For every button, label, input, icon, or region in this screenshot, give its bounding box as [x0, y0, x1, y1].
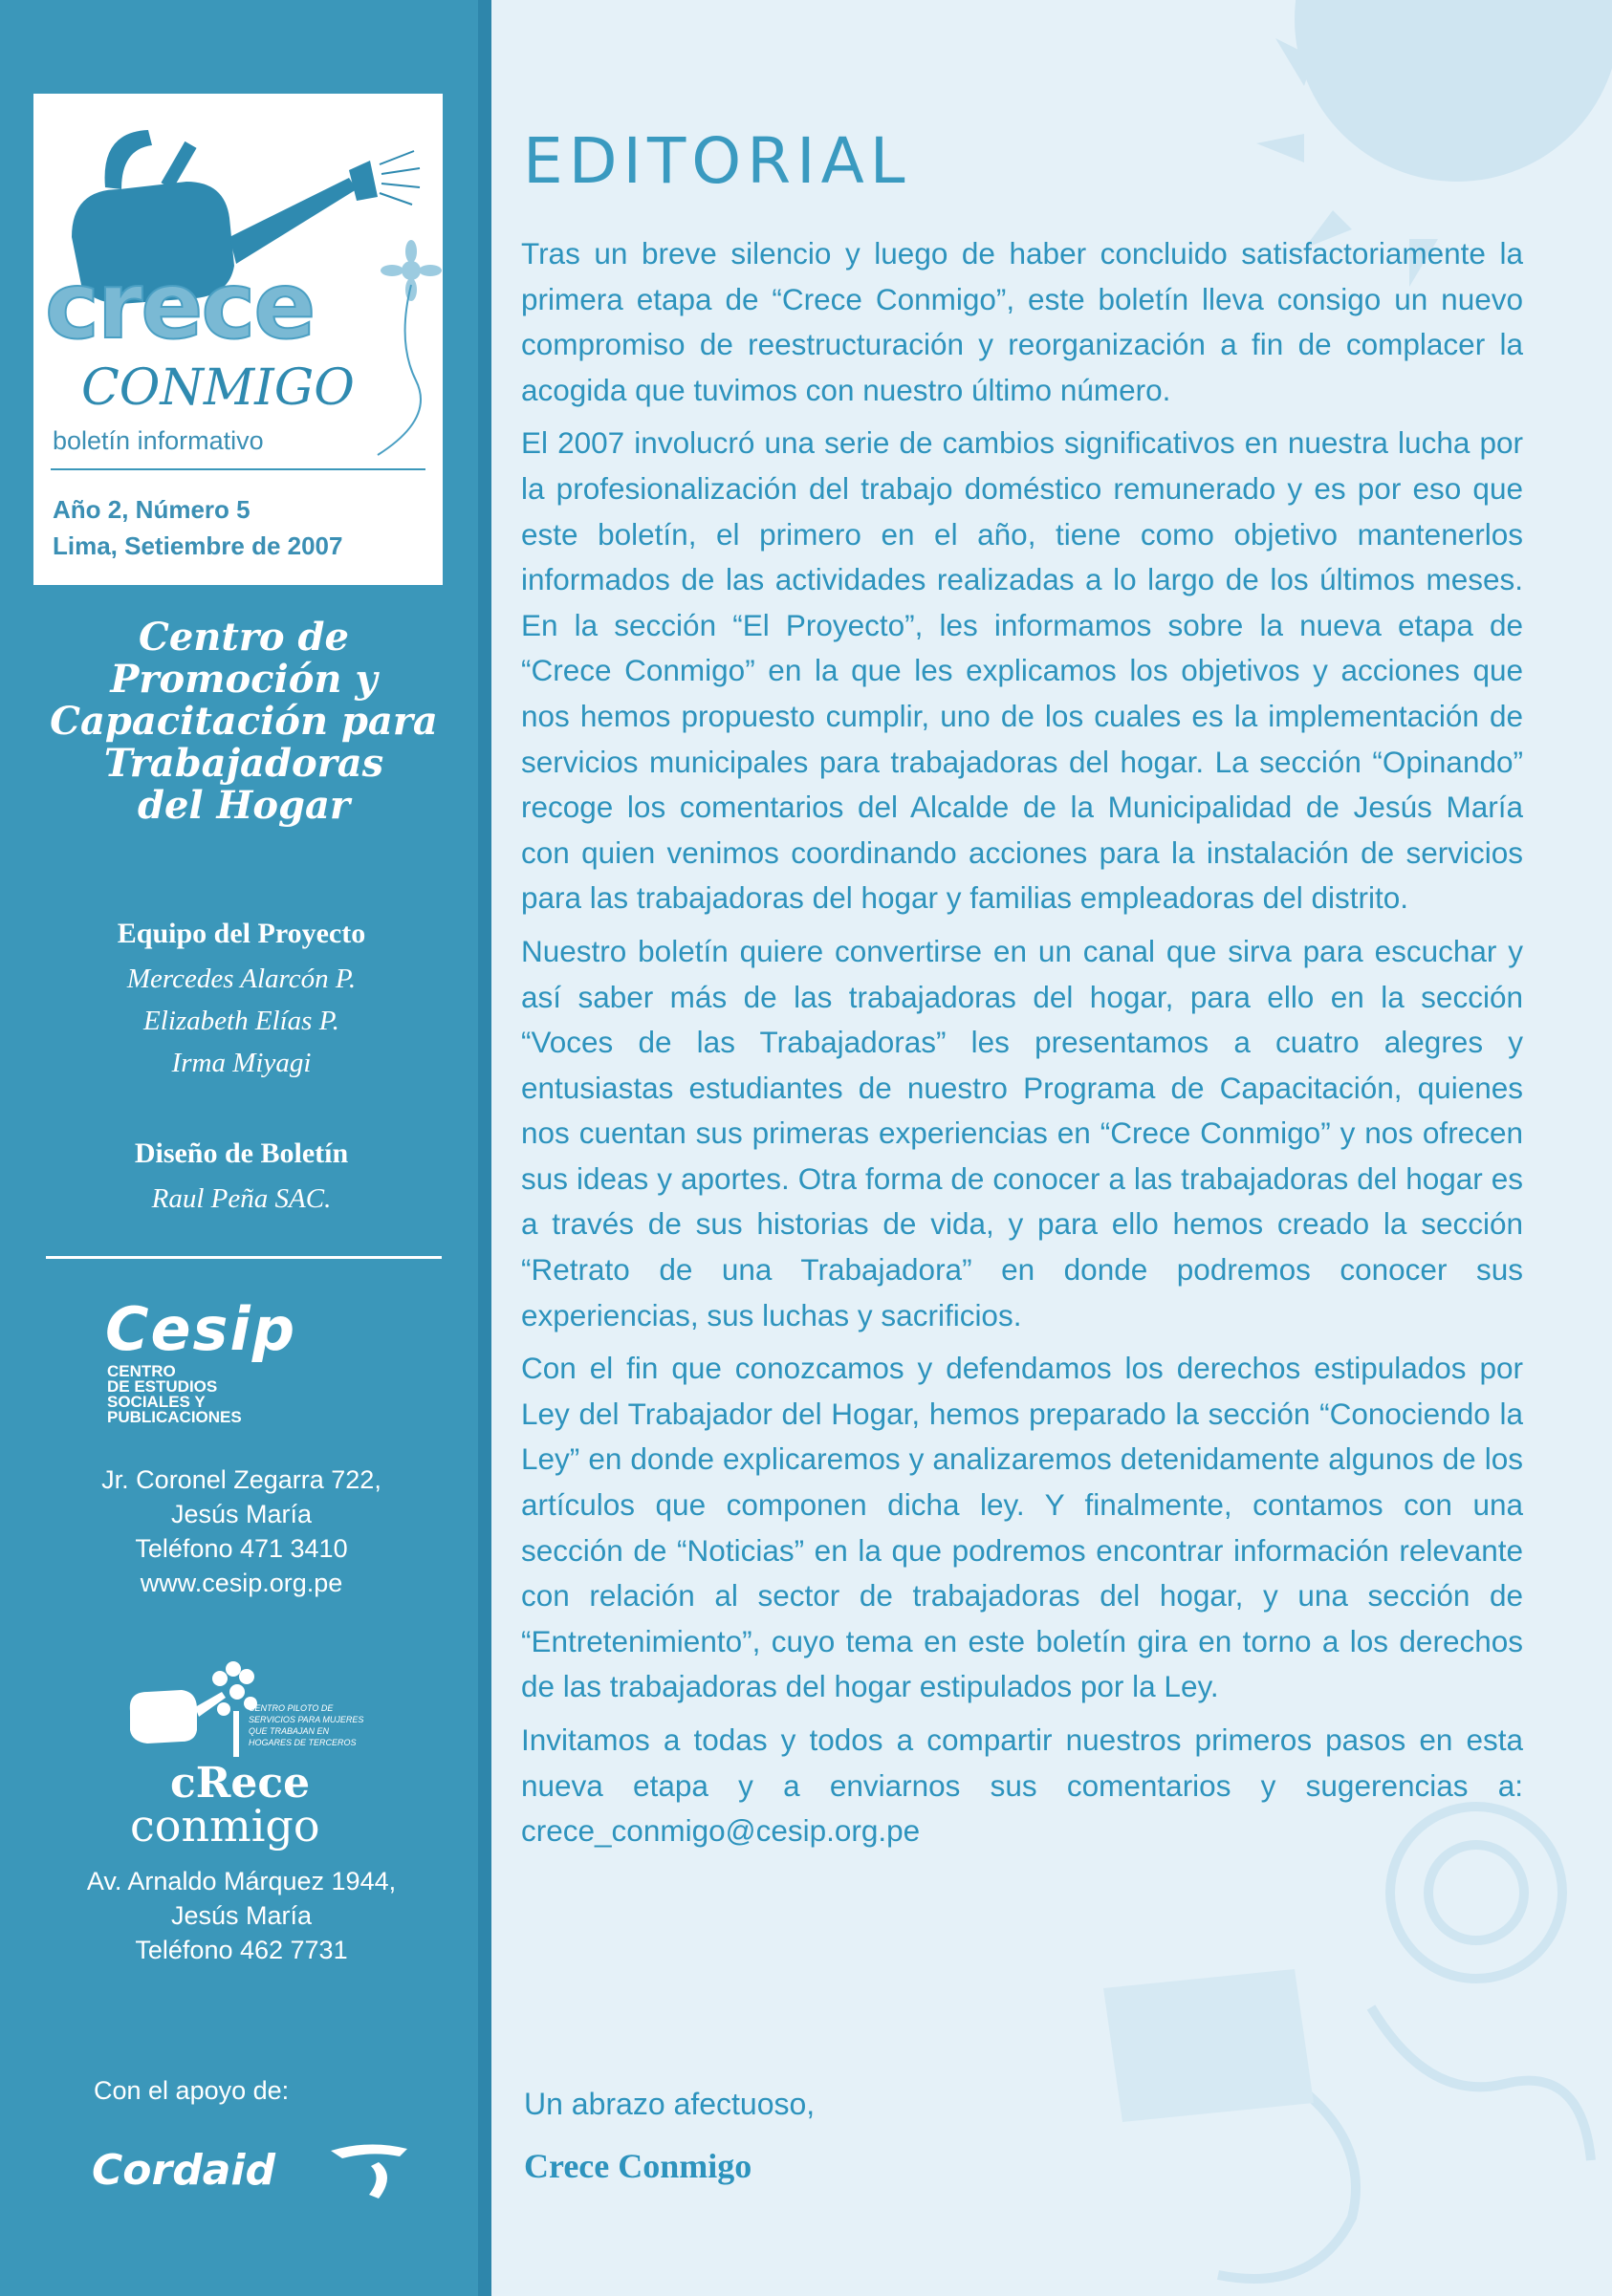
- org-line: Trabajadoras: [103, 741, 384, 786]
- watering-can-logo: [33, 94, 443, 466]
- designer-name: Raul Peña SAC.: [151, 1183, 332, 1214]
- team-member: Mercedes Alarcón P.: [126, 964, 357, 994]
- org-line: Centro de: [139, 615, 349, 660]
- cesip-address-line: Jesús María: [170, 1500, 313, 1528]
- issue-date: Lima, Setiembre de 2007: [53, 531, 343, 560]
- editorial-paragraph: El 2007 involucró una serie de cambios significativos en nuestra lucha por la profesionalización del trabajo doméstico remunerado y es por eso que este boletín, el primero en el año, tiene como objetivo mantenerlos informados de las actividades realizadas a lo largo de los últimos meses. En la sección “El Proyecto”, les informamos sobre la nueva etapa de “Crece Conmigo” en la que les explicamos los objetivos y acciones que nos hemos propuesto cumplir, uno de los cuales es la implementación de servicios municipales para trabajadoras del hogar. La sección “Opinando” recoge los comentarios del Alcalde de la Municipalidad de Jesús María con quien venimos coordinando acciones para la instalación de servicios para las trabajadoras del hogar y familias empleadoras del distrito.: [521, 425, 1523, 916]
- org-line: Promoción y: [110, 657, 378, 702]
- conmigo-word: conmigo: [130, 1800, 320, 1852]
- logo-word-crece: crece: [45, 252, 315, 359]
- cesip-website: www.cesip.org.pe: [140, 1569, 343, 1597]
- editorial-title: EDITORIAL: [523, 124, 911, 198]
- logo-subtitle: boletín informativo: [53, 426, 264, 455]
- cordaid-logo-text: Cordaid: [92, 2146, 275, 2195]
- design-heading: Diseño de Boletín: [134, 1137, 349, 1169]
- cordaid-logo: [92, 2132, 417, 2208]
- team-member: Irma Miyagi: [171, 1048, 312, 1078]
- team-member: Elizabeth Elías P.: [143, 1006, 339, 1036]
- cesip-address-line: Jr. Coronel Zegarra 722,: [101, 1465, 381, 1494]
- cesip-address: [0, 1462, 483, 1600]
- cesip-name-line: SOCIALES Y: [107, 1393, 206, 1411]
- editorial-paragraph: Tras un breve silencio y luego de haber concluido satisfactoriamente la primera etapa de “Crece Conmigo”, este boletín lleva consigo un nuevo compromiso de reestructuración y reorganización a fin de complacer la acogida que tuvimos con nuestro último número.: [521, 236, 1523, 407]
- crece-address-line: Jesús María: [170, 1901, 313, 1930]
- editorial-closing: Un abrazo afectuoso,: [524, 2087, 816, 2121]
- support-label: Con el apoyo de:: [94, 2076, 290, 2105]
- masthead-box: [33, 94, 443, 585]
- editorial-paragraph: Con el fin que conozcamos y defendamos los derechos estipulados por Ley del Trabajador del Hogar, hemos preparado la sección “Conociendo la Ley” en donde explicaremos y analizaremos detenidamente algunos de los artículos que componen dicha ley. Y finalmente, contamos con una sección de “Noticias” en la que podremos encontrar información relevante con relación al sector de trabajadoras del hogar, y una sección de “Entretenimiento”, cuyo tema en este boletín gira en torno a los derechos de las trabajadoras del hogar estipulados por la Ley.: [521, 1351, 1523, 1704]
- editorial-signature: Crece Conmigo: [524, 2147, 752, 2185]
- crece-tagline-line: QUE TRABAJAN EN: [249, 1726, 330, 1736]
- organization-name: [19, 617, 468, 827]
- crece-tagline-line: CENTRO PILOTO DE: [249, 1703, 334, 1713]
- cesip-logo-text: Cesip: [105, 1300, 297, 1364]
- crece-tagline-line: SERVICIOS PARA MUJERES: [249, 1715, 364, 1724]
- editorial-paragraph: Nuestro boletín quiere convertirse en un canal que sirva para escuchar y así saber más de las trabajadoras del hogar, para ello en la sección “Voces de las Trabajadoras” les presentamos a cuatro alegres y entusiastas estudiantes de nuestro Programa de Capacitación, quienes nos cuentan sus primeras experiencias en “Crece Conmigo” y nos ofrecen sus ideas y aportes. Otra forma de conocer a las trabajadoras del hogar es a través de sus historias de vida, y para ello hemos creado la sección “Retrato de una Trabajadora” en donde podremos conocer sus experiencias, sus luchas y sacrificios.: [521, 933, 1523, 1332]
- crece-tagline-line: HOGARES DE TERCEROS: [249, 1738, 357, 1747]
- cesip-logo: [105, 1300, 382, 1434]
- sidebar-divider: [46, 1256, 442, 1259]
- crece-address-line: Av. Arnaldo Márquez 1944,: [86, 1867, 397, 1895]
- org-line: del Hogar: [138, 783, 350, 828]
- team-heading: Equipo del Proyecto: [117, 918, 366, 949]
- masthead-rule: [51, 468, 425, 470]
- cesip-name-line: PUBLICACIONES: [107, 1408, 242, 1426]
- crece-address: [0, 1864, 483, 1967]
- issue-number: Año 2, Número 5: [53, 495, 251, 524]
- crece-word: cRece: [170, 1759, 311, 1808]
- editorial-paragraph: Invitamos a todas y todos a compartir nuestros primeros pasos en esta nueva etapa y a enviarnos sus comentarios y sugerencias a: crece_conmigo@cesip.org.pe: [521, 1722, 1523, 1849]
- cesip-name-line: DE ESTUDIOS: [107, 1377, 218, 1396]
- crece-phone: Teléfono 462 7731: [135, 1936, 348, 1964]
- cesip-name-line: CENTRO: [107, 1362, 176, 1380]
- crece-conmigo-small-logo: [115, 1654, 392, 1854]
- cesip-phone: Teléfono 471 3410: [135, 1534, 348, 1563]
- org-line: Capacitación para: [50, 699, 438, 744]
- editorial-body: [521, 231, 1523, 1862]
- logo-word-conmigo: CONMIGO: [81, 359, 355, 417]
